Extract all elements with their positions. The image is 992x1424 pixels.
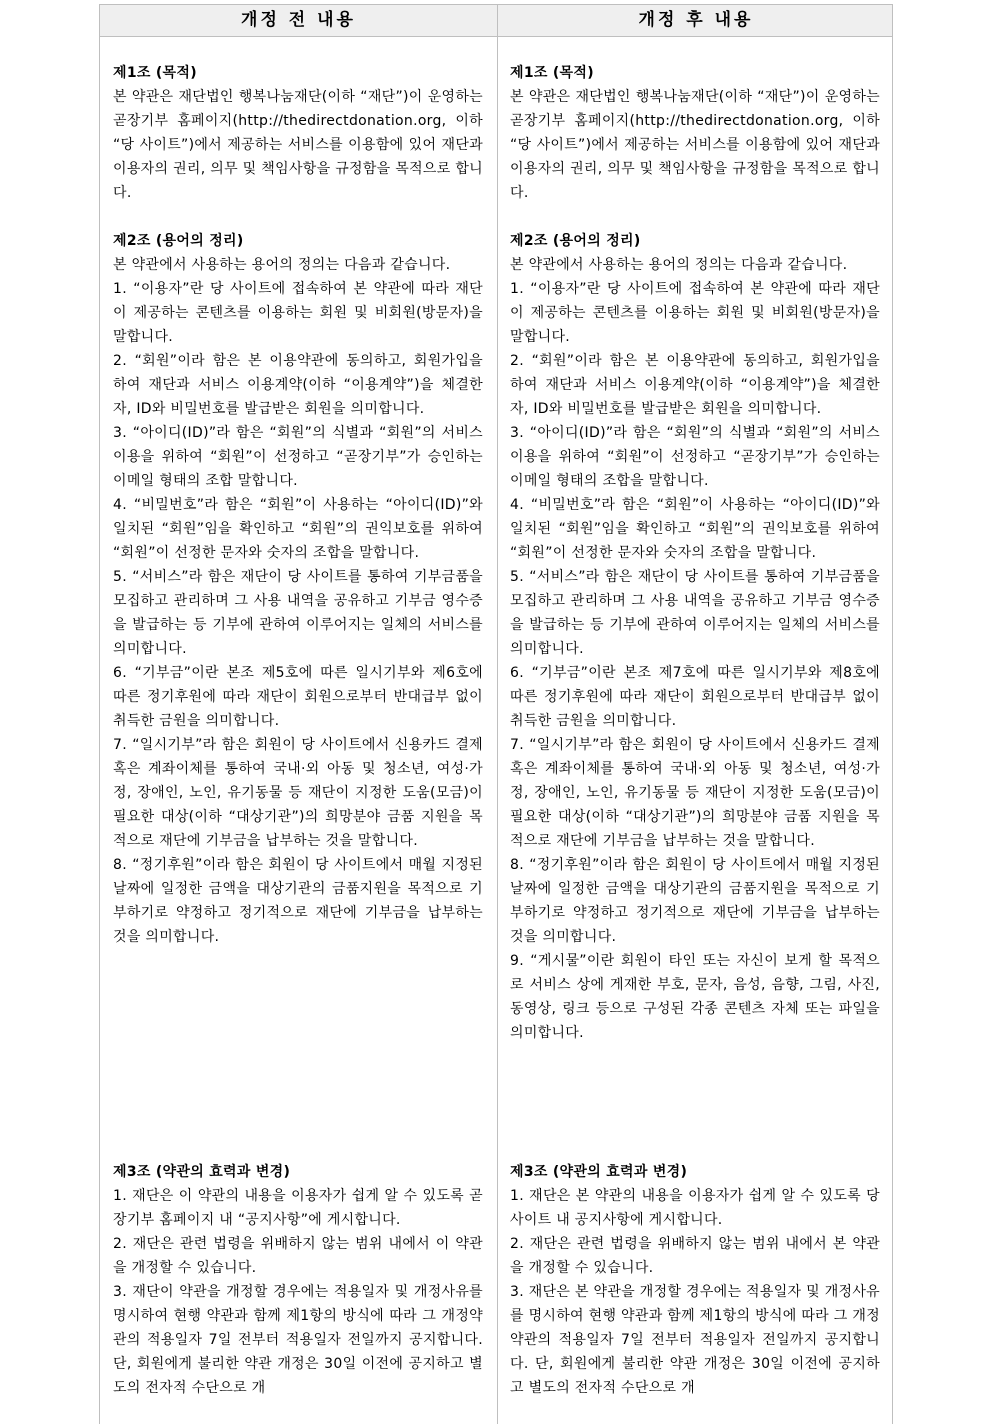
list-item: 3. “아이디(ID)”라 함은 “회원”의 식별과 “회원”의 서비스 이용을 위하여 “회원”이 선정하고 “곧장기부”가 승인하는 이메일 형태의 조합 말합니다. <box>113 425 483 489</box>
before-article-1 <box>113 61 483 205</box>
header-before: 개정 전 내용 <box>241 10 356 30</box>
list-item: 6. “기부금”이란 본조 제7호에 따른 일시기부와 제8호에 따른 정기후원에 따라 재단이 회원으로부터 반대급부 없이 취득한 금원을 의미합니다. <box>510 665 880 729</box>
list-item: 2. “회원”이라 함은 본 이용약관에 동의하고, 회원가입을 하여 재단과 서비스 이용계약(이하 “이용계약”)을 체결한 자, ID와 비밀번호를 발급받은 회원을 의미합니다. <box>113 353 483 417</box>
article-body: 본 약관은 재단법인 행복나눔재단(이하 “재단”)이 운영하는 곧장기부 홈페이지(http://thedirectdonation.org, 이하 “당 사이트”)에서 제공하는 서비스를 이용함에 있어 재단과 이용자의 권리, 의무 및 책임사항을 규정함을 목적으로 합니다. <box>510 89 880 201</box>
list-item: 5. “서비스”라 함은 재단이 당 사이트를 통하여 기부금품을 모집하고 관리하며 그 사용 내역을 공유하고 기부금 영수증을 발급하는 등 기부에 관하여 이루어지는 일체의 서비스를 의미합니다. <box>510 569 880 657</box>
article-title: 제3조 (약관의 효력과 변경) <box>510 1164 688 1180</box>
after-article-3 <box>510 1160 880 1400</box>
list-item: 2. 재단은 관련 법령을 위배하지 않는 범위 내에서 본 약관을 개정할 수 있습니다. <box>510 1236 880 1276</box>
article-body: 본 약관은 재단법인 행복나눔재단(이하 “재단”)이 운영하는 곧장기부 홈페이지(http://thedirectdonation.org, 이하 “당 사이트”)에서 제공하는 서비스를 이용함에 있어 재단과 이용자의 권리, 의무 및 책임사항을 규정함을 목적으로 합니다. <box>113 89 483 201</box>
after-article-2 <box>510 229 880 1045</box>
list-item: 4. “비밀번호”라 함은 “회원”이 사용하는 “아이디(ID)”와 일치된 “회원”임을 확인하고 “회원”의 권익보호를 위하여 “회원”이 선정한 문자와 숫자의 조합을 말합니다. <box>510 497 880 561</box>
article-title: 제1조 (목적) <box>113 65 197 81</box>
list-item: 3. 재단이 약관을 개정할 경우에는 적용일자 및 개정사유를 명시하여 현행 약관과 함께 제1항의 방식에 따라 그 개정약관의 적용일자 7일 전부터 적용일자 전일까지 공지합니다. 단, 회원에게 불리한 약관 개정은 30일 이전에 공지하고 별도의 전자적 수단으로 개 <box>113 1284 483 1396</box>
comparison-table <box>99 4 893 1424</box>
list-item: 1. “이용자”란 당 사이트에 접속하여 본 약관에 따라 재단이 제공하는 콘텐츠를 이용하는 회원 및 비회원(방문자)을 말합니다. <box>510 281 880 345</box>
list-item: 1. 재단은 이 약관의 내용을 이용자가 쉽게 알 수 있도록 곧장기부 홈페이지 내 “공지사항”에 게시합니다. <box>113 1188 483 1228</box>
list-item: 2. 재단은 관련 법령을 위배하지 않는 범위 내에서 이 약관을 개정할 수 있습니다. <box>113 1236 483 1276</box>
list-item: 6. “기부금”이란 본조 제5호에 따른 일시기부와 제6호에 따른 정기후원에 따라 재단이 회원으로부터 반대급부 없이 취득한 금원을 의미합니다. <box>113 665 483 729</box>
list-item: 3. 재단은 본 약관을 개정할 경우에는 적용일자 및 개정사유를 명시하여 현행 약관과 함께 제1항의 방식에 따라 그 개정약관의 적용일자 7일 전부터 적용일자 전일까지 공지합니다. 단, 회원에게 불리한 약관 개정은 30일 이전에 공지하고 별도의 전자적 수단으로 개 <box>510 1284 880 1396</box>
before-column <box>113 37 483 949</box>
after-article-1 <box>510 61 880 205</box>
column-divider <box>497 4 498 1424</box>
list-item: 7. “일시기부”라 함은 회원이 당 사이트에서 신용카드 결제 혹은 계좌이체를 통하여 국내·외 아동 및 청소년, 여성·가정, 장애인, 노인, 유기동물 등 재단이 지정한 도움(모금)이 필요한 대상(이하 “대상기관”)의 희망분야 금품 지원을 목적으로 재단에 기부금을 납부하는 것을 말합니다. <box>510 737 880 849</box>
article-intro: 본 약관에서 사용하는 용어의 정의는 다음과 같습니다. <box>113 257 451 273</box>
list-item: 3. “아이디(ID)”라 함은 “회원”의 식별과 “회원”의 서비스 이용을 위하여 “회원”이 선정하고 “곧장기부”가 승인하는 이메일 형태의 조합을 말합니다. <box>510 425 880 489</box>
article-title: 제2조 (용어의 정리) <box>113 233 244 249</box>
after-column <box>510 37 880 1045</box>
article-intro: 본 약관에서 사용하는 용어의 정의는 다음과 같습니다. <box>510 257 848 273</box>
list-item: 1. 재단은 본 약관의 내용을 이용자가 쉽게 알 수 있도록 당 사이트 내 공지사항에 게시합니다. <box>510 1188 880 1228</box>
article-title: 제2조 (용어의 정리) <box>510 233 641 249</box>
list-item: 1. “이용자”란 당 사이트에 접속하여 본 약관에 따라 재단이 제공하는 콘텐츠를 이용하는 회원 및 비회원(방문자)을 말합니다. <box>113 281 483 345</box>
table-header-row <box>100 4 892 37</box>
before-article-2 <box>113 229 483 949</box>
list-item: 8. “정기후원”이라 함은 회원이 당 사이트에서 매월 지정된 날짜에 일정한 금액을 대상기관의 금품지원을 목적으로 기부하기로 약정하고 정기적으로 재단에 기부금을 납부하는 것을 의미합니다. <box>113 857 483 945</box>
list-item: 8. “정기후원”이라 함은 회원이 당 사이트에서 매월 지정된 날짜에 일정한 금액을 대상기관의 금품지원을 목적으로 기부하기로 약정하고 정기적으로 재단에 기부금을 납부하는 것을 의미합니다. <box>510 857 880 945</box>
header-after: 개정 후 내용 <box>638 10 754 30</box>
list-item: 4. “비밀번호”라 함은 “회원”이 사용하는 “아이디(ID)”와 일치된 “회원”임을 확인하고 “회원”의 권익보호를 위하여 “회원”이 선정한 문자와 숫자의 조합을 말합니다. <box>113 497 483 561</box>
article-title: 제1조 (목적) <box>510 65 594 81</box>
list-item: 2. “회원”이라 함은 본 이용약관에 동의하고, 회원가입을 하여 재단과 서비스 이용계약(이하 “이용계약”)을 체결한 자, ID와 비밀번호를 발급받은 회원을 의미합니다. <box>510 353 880 417</box>
article-title: 제3조 (약관의 효력과 변경) <box>113 1164 291 1180</box>
before-article-3 <box>113 1160 483 1400</box>
list-item: 7. “일시기부”라 함은 회원이 당 사이트에서 신용카드 결제 혹은 계좌이체를 통하여 국내·외 아동 및 청소년, 여성·가정, 장애인, 노인, 유기동물 등 재단이 지정한 도움(모금)이 필요한 대상(이하 “대상기관”)의 희망분야 금품 지원을 목적으로 재단에 기부금을 납부하는 것을 말합니다. <box>113 737 483 849</box>
list-item: 9. “게시물”이란 회원이 타인 또는 자신이 보게 할 목적으로 서비스 상에 게재한 부호, 문자, 음성, 음향, 그림, 사진, 동영상, 링크 등으로 구성된 각종 콘텐츠 자체 또는 파일을 의미합니다. <box>510 953 880 1041</box>
list-item: 5. “서비스”라 함은 재단이 당 사이트를 통하여 기부금품을 모집하고 관리하며 그 사용 내역을 공유하고 기부금 영수증을 발급하는 등 기부에 관하여 이루어지는 일체의 서비스를 의미합니다. <box>113 569 483 657</box>
